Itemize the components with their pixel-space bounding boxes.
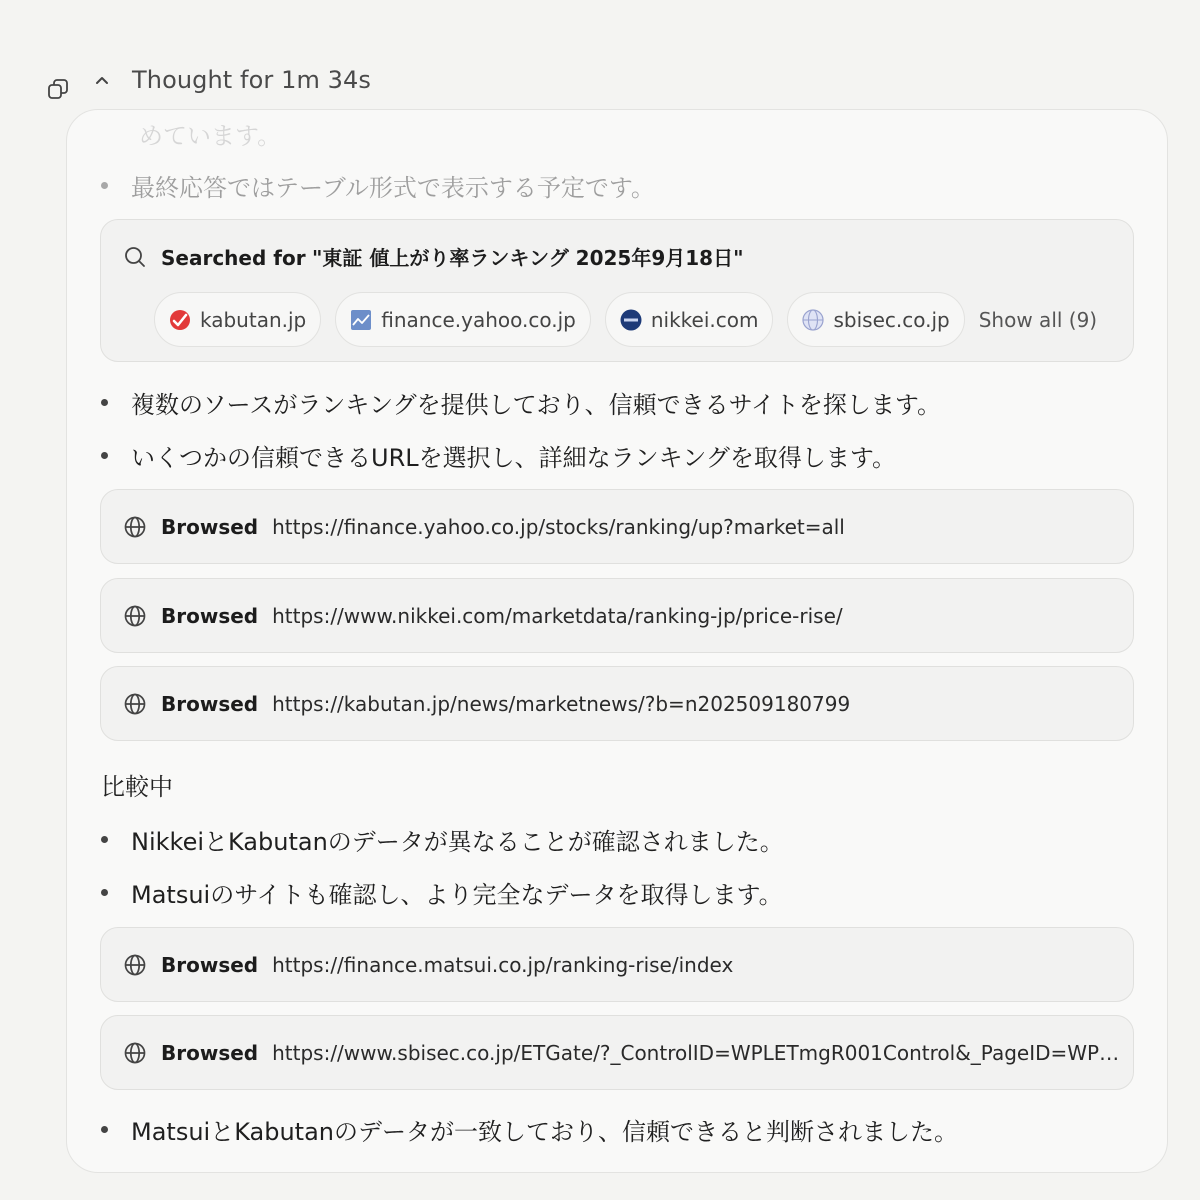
list-item-text: 複数のソースがランキングを提供しており、信頼できるサイトを探します。 xyxy=(131,391,941,419)
search-query: "東証 値上がり率ランキング 2025年9月18日" xyxy=(311,246,744,270)
source-chip-yahoo[interactable] xyxy=(335,292,591,347)
browsed-card[interactable] xyxy=(100,666,1134,741)
source-chip-kabutan[interactable] xyxy=(154,292,321,347)
kabutan-favicon xyxy=(169,309,191,331)
list-item xyxy=(101,438,896,473)
source-name: nikkei.com xyxy=(650,307,759,332)
browsed-card[interactable] xyxy=(100,578,1134,653)
browsed-url[interactable]: https://www.sbisec.co.jp/ETGate/?_ControlID=WPLETmgR001Control&_PageID=WP… xyxy=(272,1040,1120,1065)
globe-icon xyxy=(123,1041,147,1065)
browsed-label: Browsed xyxy=(161,514,259,539)
browsed-url[interactable]: https://finance.yahoo.co.jp/stocks/ranking/up?market=all xyxy=(272,514,845,539)
nikkei-favicon xyxy=(620,309,642,331)
source-name: sbisec.co.jp xyxy=(833,307,950,332)
source-name: finance.yahoo.co.jp xyxy=(381,307,576,332)
bullet-dot xyxy=(101,452,108,459)
browsed-label: Browsed xyxy=(161,952,259,977)
yahoo-finance-favicon xyxy=(350,309,372,331)
search-row xyxy=(123,242,744,271)
browsed-url[interactable]: https://finance.matsui.co.jp/ranking-rise/index xyxy=(272,952,734,977)
bullet-dot xyxy=(101,889,108,896)
globe-favicon xyxy=(802,309,824,331)
list-item xyxy=(101,168,655,203)
source-chips xyxy=(154,292,1097,347)
thought-panel[interactable] xyxy=(66,109,1168,1173)
bullet-dot xyxy=(101,1126,108,1133)
list-item-text: NikkeiとKabutanのデータが異なることが確認されました。 xyxy=(131,828,784,856)
bullet-dot xyxy=(101,836,108,843)
copy-icon[interactable] xyxy=(46,77,70,101)
search-label: Searched for xyxy=(161,246,306,270)
bullet-dot xyxy=(101,182,108,189)
list-item-text: いくつかの信頼できるURLを選択し、詳細なランキングを取得します。 xyxy=(131,444,896,472)
thought-toggle[interactable] xyxy=(92,62,371,98)
browsed-label: Browsed xyxy=(161,691,259,716)
browsed-label: Browsed xyxy=(161,603,259,628)
source-chip-nikkei[interactable] xyxy=(605,292,774,347)
list-item xyxy=(101,1112,958,1147)
faded-text: めています。 xyxy=(139,122,282,150)
list-item-text: 最終応答ではテーブル形式で表示する予定です。 xyxy=(131,174,655,202)
list-item-text: Matsuiのサイトも確認し、より完全なデータを取得します。 xyxy=(131,881,783,909)
source-chip-sbisec[interactable] xyxy=(787,292,964,347)
chevron-up-icon xyxy=(92,70,112,90)
globe-icon xyxy=(123,515,147,539)
search-icon xyxy=(123,245,147,269)
thought-duration: Thought for 1m 34s xyxy=(132,66,371,94)
browsed-url[interactable]: https://kabutan.jp/news/marketnews/?b=n202509180799 xyxy=(272,691,851,716)
list-item xyxy=(101,385,941,420)
browsed-label: Browsed xyxy=(161,1040,259,1065)
section-heading: 比較中 xyxy=(101,773,173,801)
search-card xyxy=(100,219,1134,362)
list-item xyxy=(101,875,783,910)
bullet-dot xyxy=(101,399,108,406)
globe-icon xyxy=(123,604,147,628)
browsed-card[interactable] xyxy=(100,927,1134,1002)
list-item xyxy=(101,822,784,857)
browsed-card[interactable] xyxy=(100,489,1134,564)
source-name: kabutan.jp xyxy=(200,307,307,332)
show-all-sources-button[interactable]: Show all (9) xyxy=(978,307,1098,332)
globe-icon xyxy=(123,692,147,716)
globe-icon xyxy=(123,953,147,977)
browsed-url[interactable]: https://www.nikkei.com/marketdata/ranking-jp/price-rise/ xyxy=(272,603,843,628)
browsed-card[interactable] xyxy=(100,1015,1134,1090)
list-item-text: MatsuiとKabutanのデータが一致しており、信頼できると判断されました。 xyxy=(131,1118,959,1146)
